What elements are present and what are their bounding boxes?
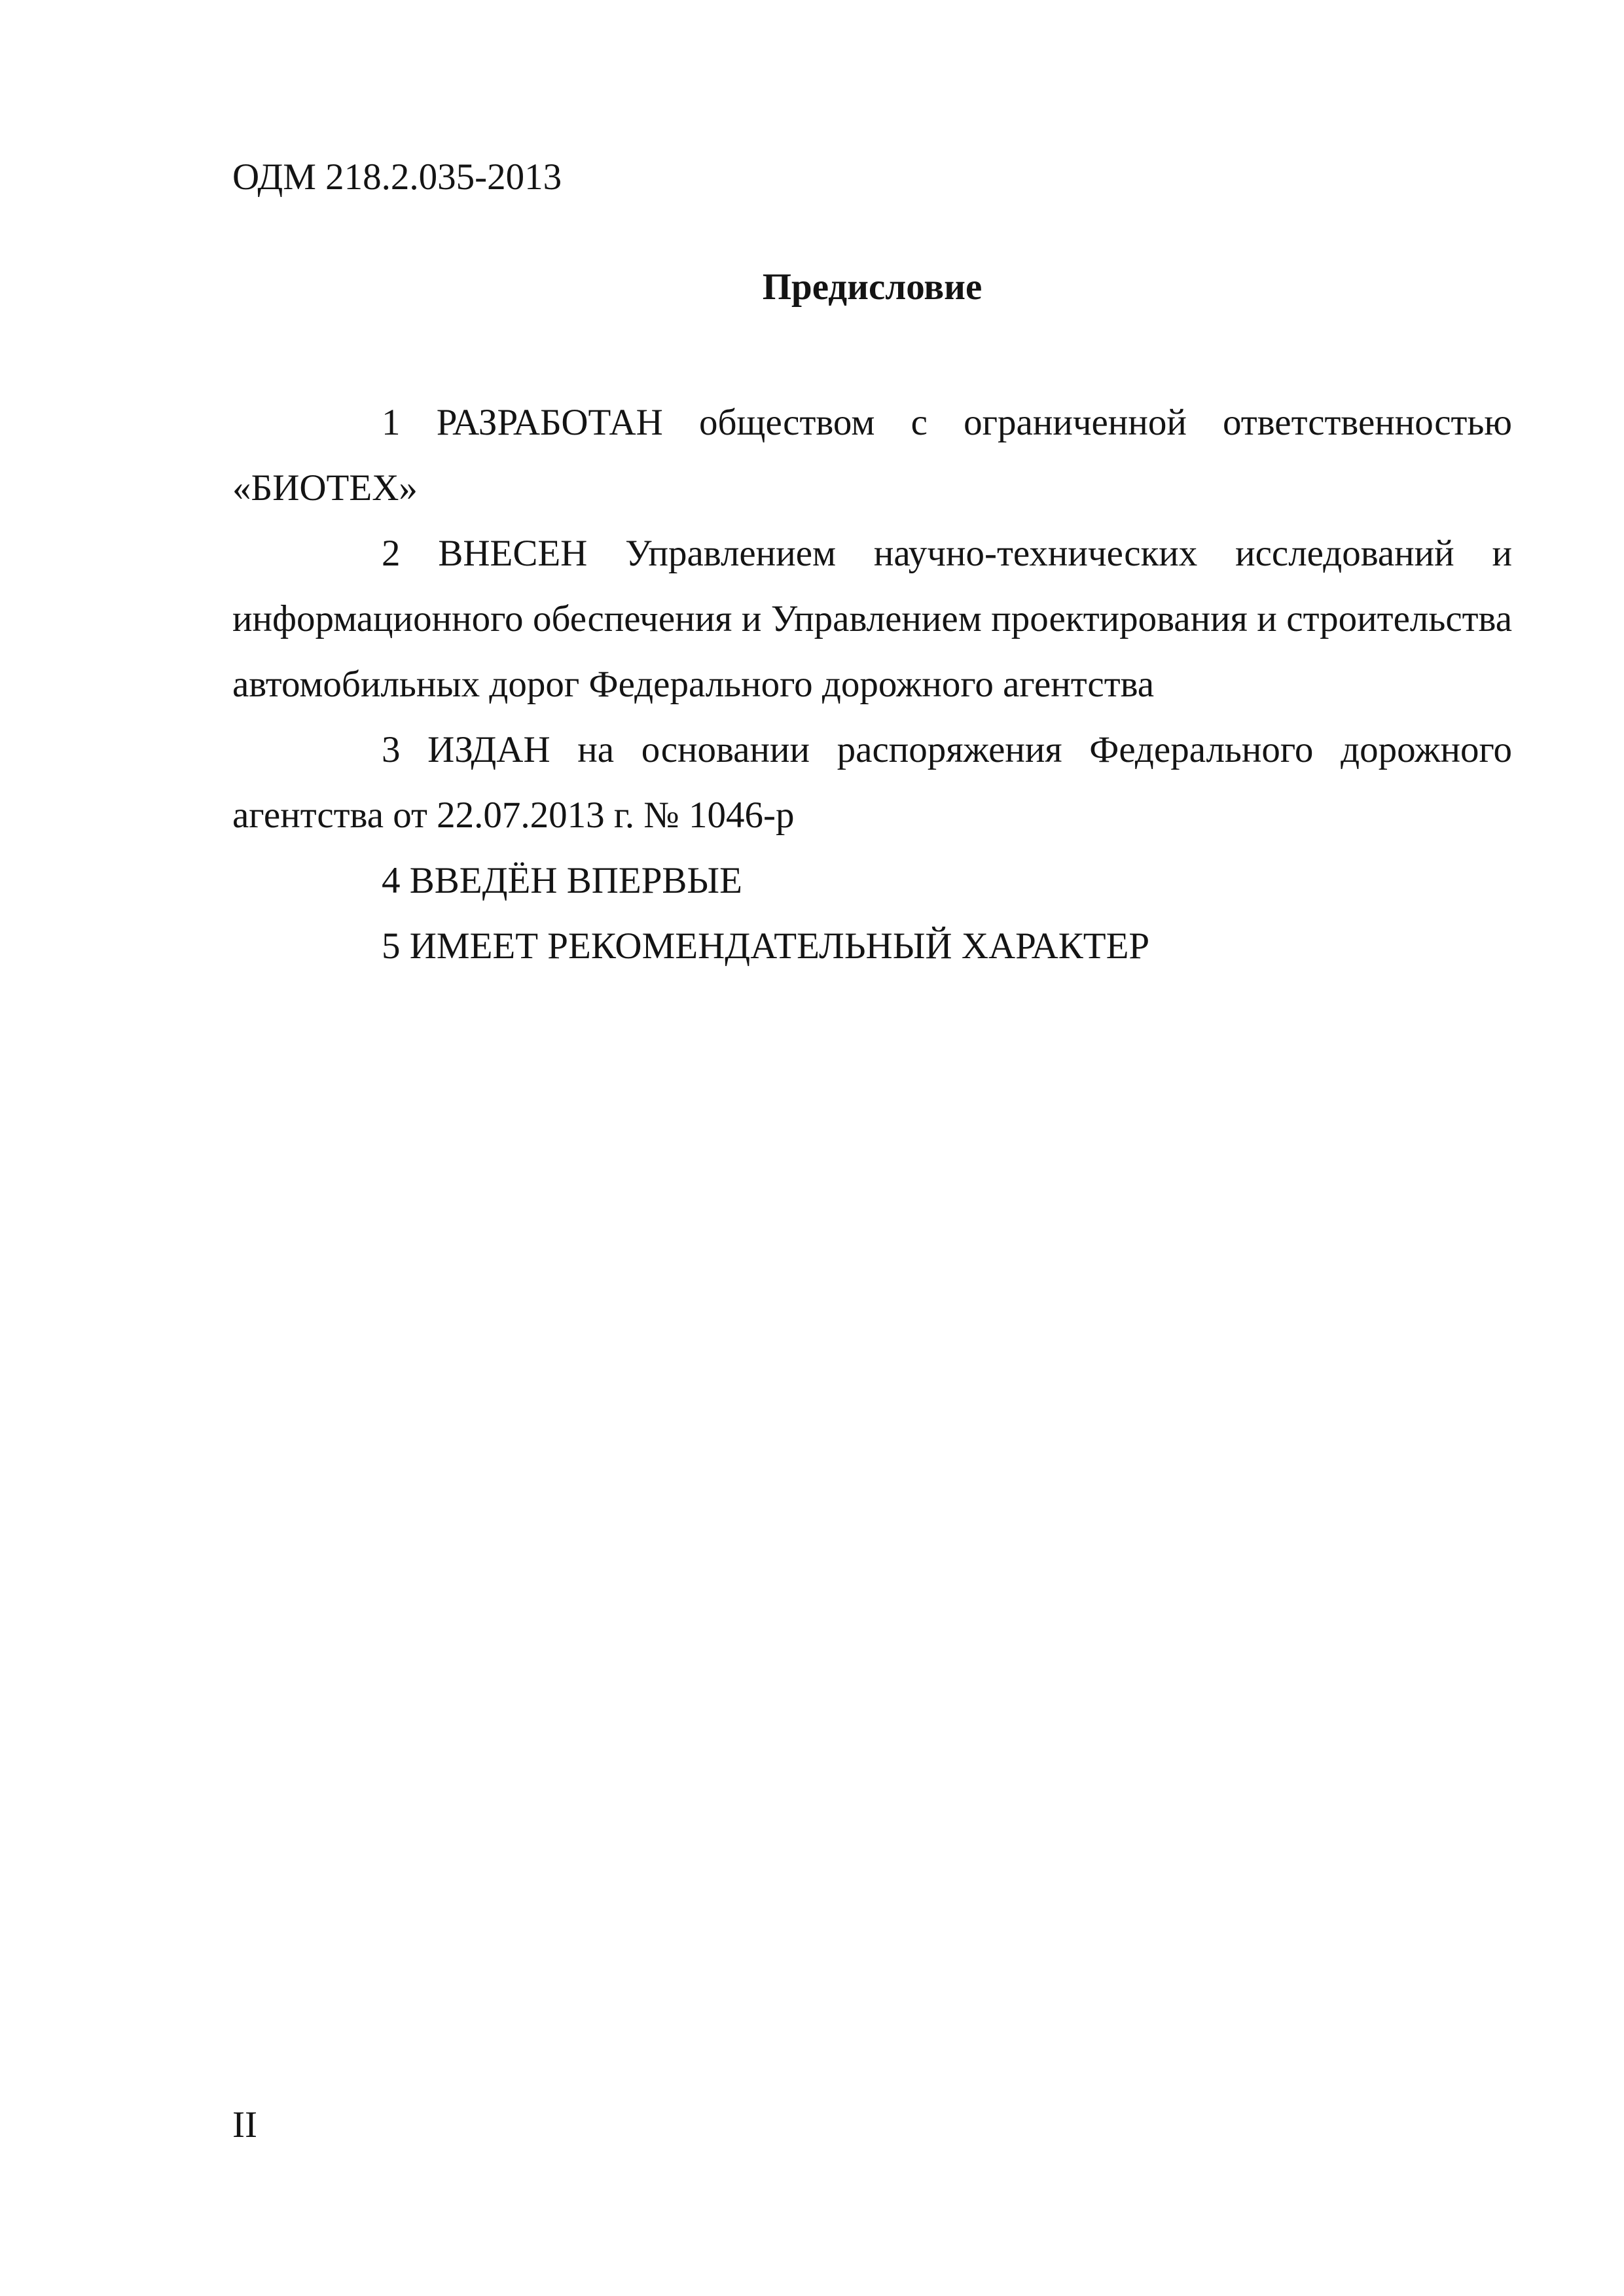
preface-body <box>232 390 1512 979</box>
paragraph-issued: 3 ИЗДАН на основании распоряжения Федерального дорожного агентства от 22.07.2013 г. № 1046-р <box>232 729 1512 836</box>
document-code: ОДМ 218.2.035-2013 <box>232 156 562 198</box>
paragraph-developed-by: 1 РАЗРАБОТАН обществом с ограниченной ответственностью «БИОТЕХ» <box>232 402 1512 509</box>
page-number: II <box>232 2104 257 2145</box>
paragraph-introduced-by: 2 ВНЕСЕН Управлением научно-технических исследований и информационного обеспечения и Управлением проектирования и строительства автомобильных дорог Федерального дорожного агентства <box>232 533 1512 705</box>
paragraph-introduced-first-time: 4 ВВЕДЁН ВПЕРВЫЕ <box>382 860 742 901</box>
paragraph-recommendatory: 5 ИМЕЕТ РЕКОМЕНДАТЕЛЬНЫЙ ХАРАКТЕР <box>382 925 1150 967</box>
section-title: Предисловие <box>762 266 983 308</box>
